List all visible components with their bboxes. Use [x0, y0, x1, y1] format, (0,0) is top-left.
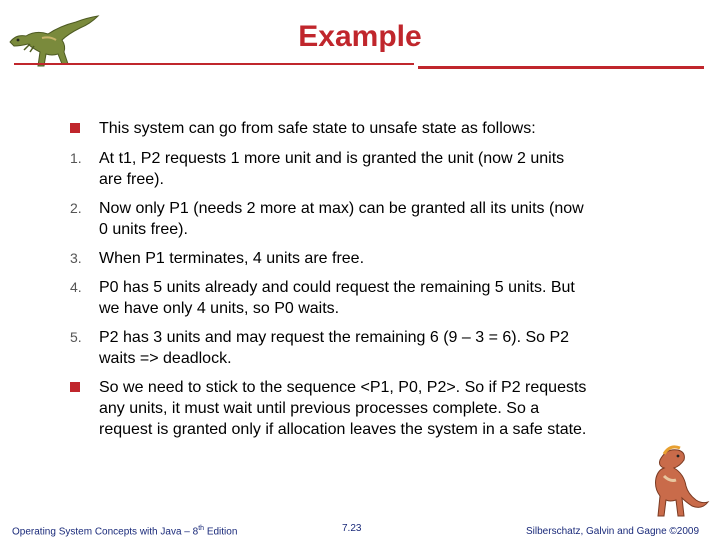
title-divider-left — [14, 63, 414, 65]
numbered-item — [70, 248, 590, 269]
bullet-text: This system can go from safe state to unsafe state as follows: — [99, 120, 536, 137]
dinosaur-mascot-icon — [640, 440, 710, 522]
bullet-square-icon — [70, 377, 80, 398]
footer-book-title-text: Operating System Concepts with Java – 8 — [12, 526, 199, 538]
bullet-item — [70, 118, 590, 139]
item-text: P0 has 5 units already and could request the remaining 5 units. But we have only 4 units, so P0 waits. — [99, 279, 575, 317]
numbered-item — [70, 148, 590, 190]
slide-title: Example — [298, 20, 422, 53]
item-number: 2. — [70, 200, 82, 216]
item-text: P2 has 3 units and may request the remaining 6 (9 – 3 = 6). So P2 waits => deadlock. — [99, 329, 570, 367]
item-text: Now only P1 (needs 2 more at max) can be granted all its units (now 0 units free). — [99, 200, 584, 238]
footer-book-title — [12, 525, 237, 537]
numbered-item — [70, 198, 590, 240]
item-number: 4. — [70, 279, 82, 295]
bullet-square-icon — [70, 118, 80, 139]
item-number: 3. — [70, 250, 82, 266]
title-divider-right — [418, 66, 704, 69]
item-number: 1. — [70, 150, 82, 166]
item-text: At t1, P2 requests 1 more unit and is granted the unit (now 2 units are free). — [99, 150, 565, 188]
bullet-text: So we need to stick to the sequence <P1, P0, P2>. So if P2 requests any units, it must wait until previous processes complete. So a request is granted only if allocation leaves the system in a safe state. — [99, 379, 587, 438]
footer-page-number: 7.23 — [342, 523, 362, 534]
item-number: 5. — [70, 329, 82, 345]
footer-authors: Silberschatz, Galvin and Gagne ©2009 — [526, 526, 700, 537]
numbered-item — [70, 327, 590, 369]
numbered-item — [70, 277, 590, 319]
footer-edition-text: Edition — [204, 526, 238, 538]
footer-edition-superscript: th — [198, 525, 205, 532]
bullet-item — [70, 377, 590, 440]
item-text: When P1 terminates, 4 units are free. — [99, 250, 365, 267]
slide-content — [70, 118, 590, 449]
